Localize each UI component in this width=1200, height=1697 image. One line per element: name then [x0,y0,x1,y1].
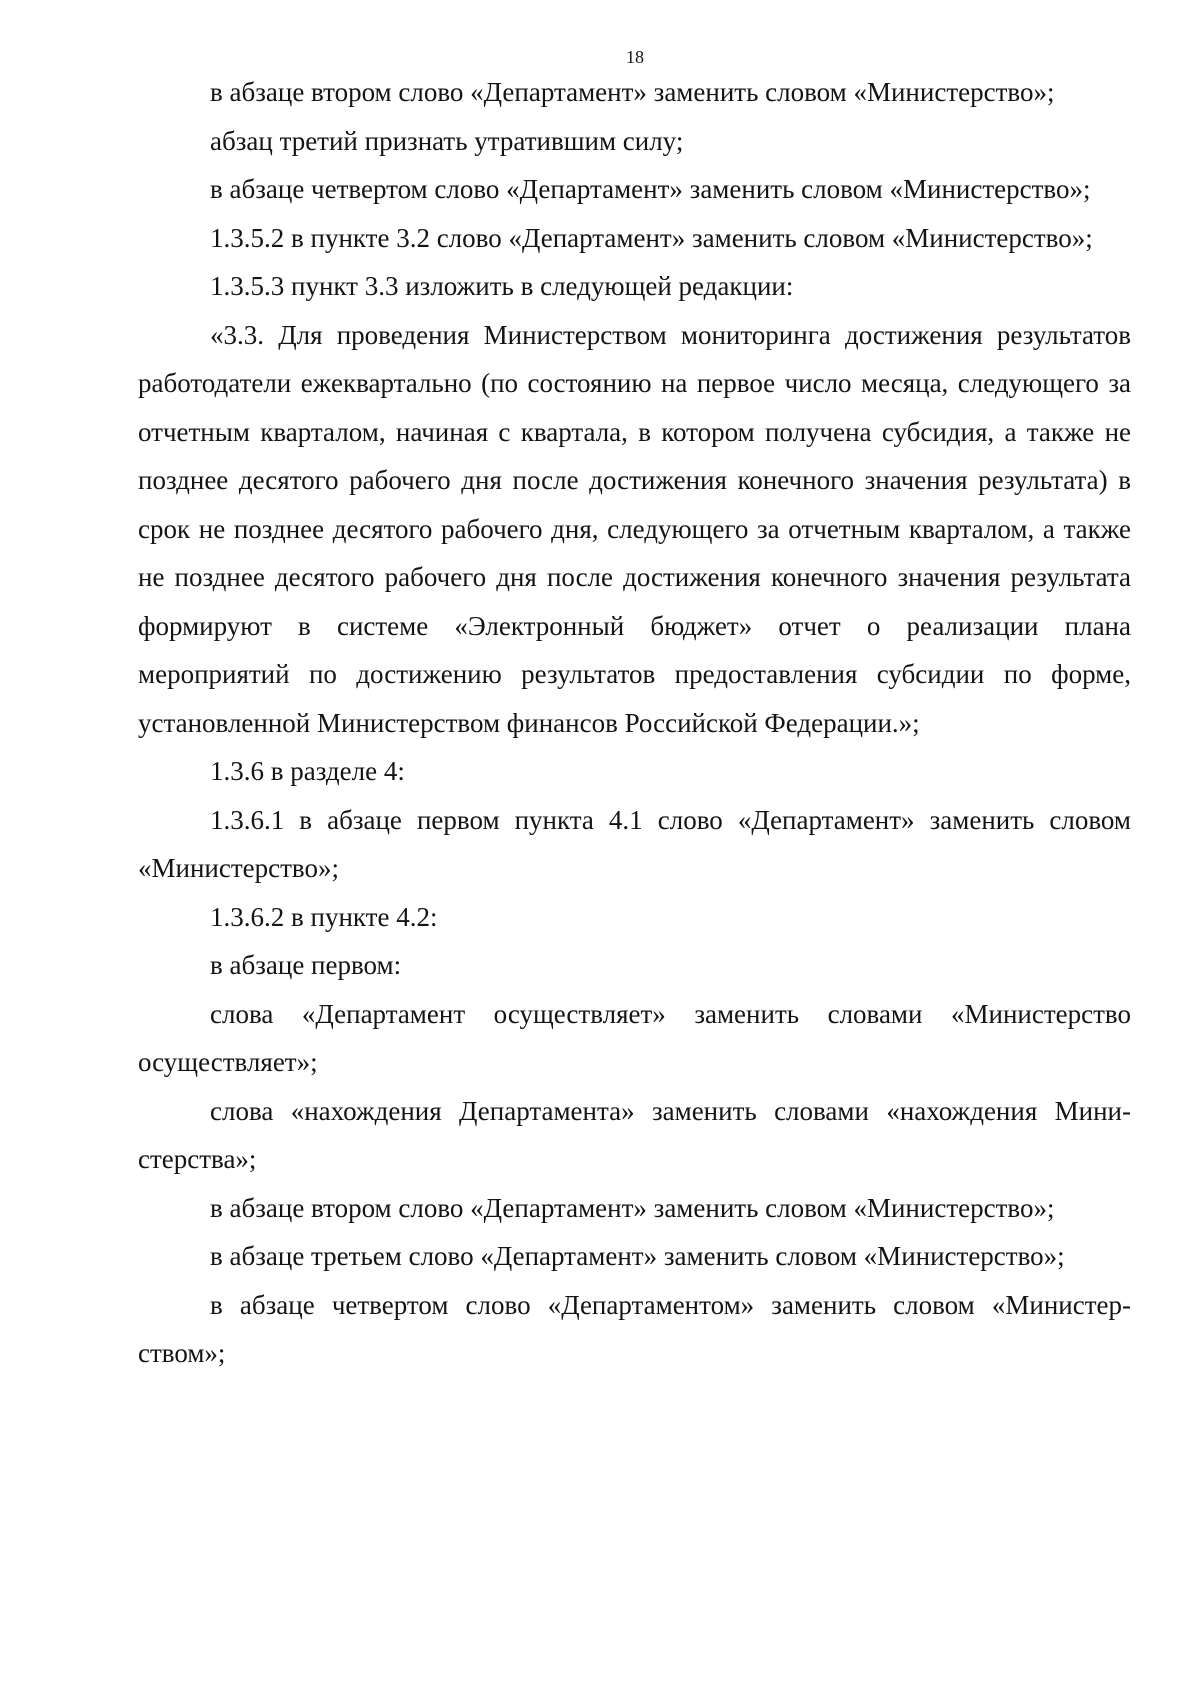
paragraph: в абзаце первом: [210,950,402,980]
paragraph: 1.3.5.2 в пункте 3.2 слово «Департамент» заменить словом «Министерство»; [210,222,1093,253]
paragraph: «3.3. Для проведения Министерством мониторинга достижения результатов работодатели ежеквартально (по состоянию на первое число месяца, следующего за отчетным кварталом, начиная с квартала, в котором получена субсидия, а также не позднее десятого рабочего дня после достижения конечного значения результата) в срок не позднее десятого рабочего дня, следующего за отчетным кварталом, а также не позднее десятого рабочего дня после достижения конечного значения результата формируют в системе «Электронный бюджет» отчет о реализации плана мероприятий по достижению результатов предоставления субсидии по форме, установленной Министерством финансов Российской Федерации.»; [138,319,1131,738]
paragraph: слова «нахождения Департамента» заменить словами «нахождения Министерства»; [138,1095,1131,1174]
paragraph: в абзаце втором слово «Департамент» заменить словом «Министерство»; [210,1192,1055,1223]
paragraph: 1.3.6.2 в пункте 4.2: [210,901,438,932]
paragraph: абзац третий признать утратившим силу; [210,125,684,156]
paragraph: в абзаце третьем слово «Департамент» заменить словом «Министерство»; [210,1241,1065,1271]
paragraph: в абзаце четвертом слово «Департаментом» заменить словом «Министерством»; [138,1289,1131,1368]
paragraph: 1.3.6 в разделе 4: [210,756,405,786]
paragraph: 1.3.5.3 пункт 3.3 изложить в следующей редакции: [210,271,794,301]
paragraph: в абзаце втором слово «Департамент» заменить словом «Министерство»; [210,77,1055,107]
document-body [138,68,1131,1378]
paragraph: слова «Департамент осуществляет» заменить словами «Министерство осуществляет»; [138,998,1131,1077]
paragraph: 1.3.6.1 в абзаце первом пункта 4.1 слово «Департамент» заменить словом «Министерство»; [138,804,1131,883]
page-number: 18 [626,47,644,67]
paragraph: в абзаце четвертом слово «Департамент» заменить словом «Министерство»; [210,174,1091,204]
